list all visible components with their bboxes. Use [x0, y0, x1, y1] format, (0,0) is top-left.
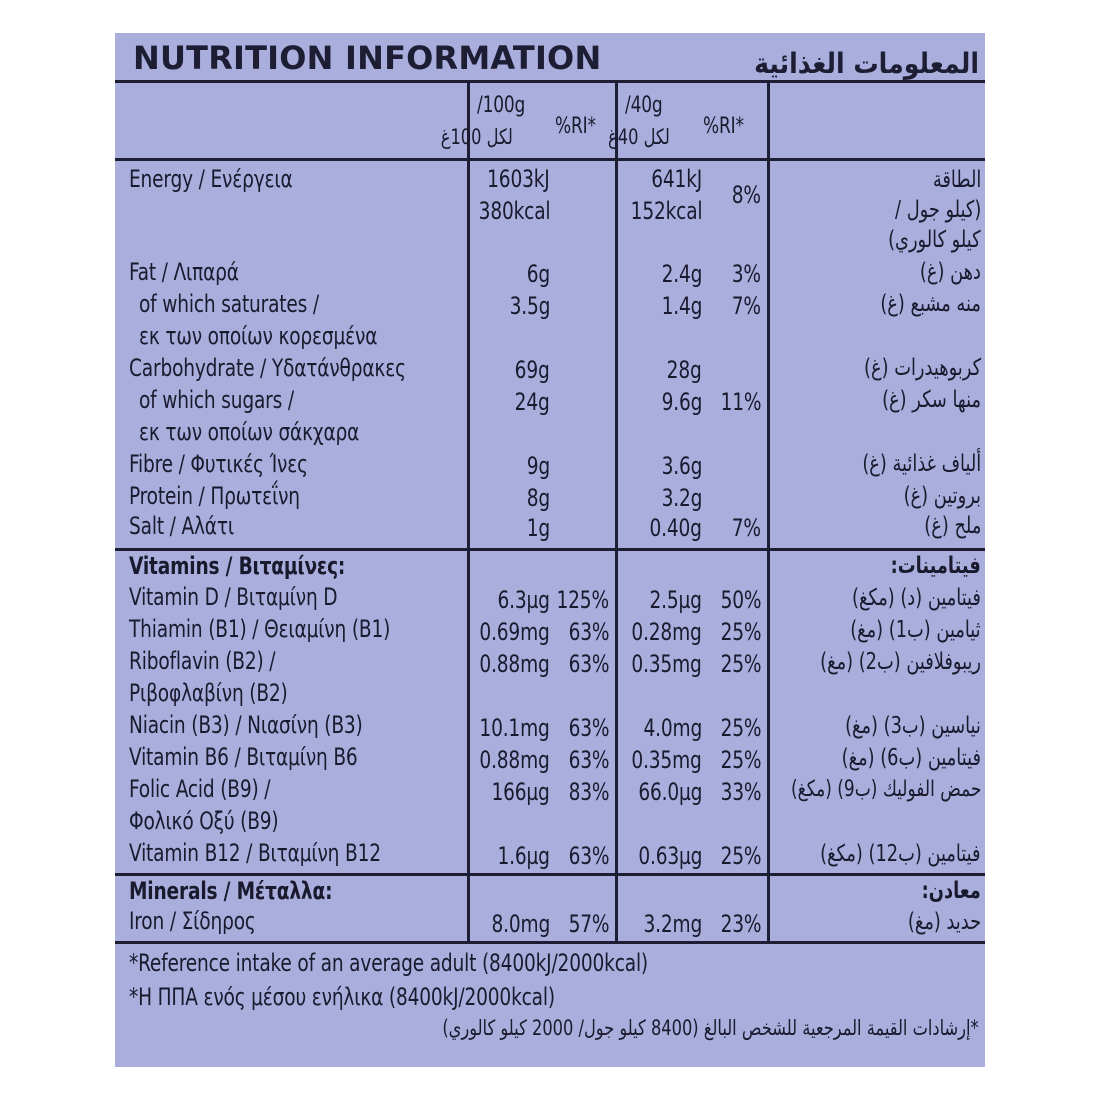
- riboflavin-label: Riboflavin (B2) /: [129, 647, 276, 675]
- folic-acid-label: Folic Acid (B9) /: [129, 775, 271, 803]
- niacin-40: 4.0mg: [643, 714, 702, 742]
- vitamin-d-100: 6.3µg: [497, 586, 550, 614]
- saturates-100: 3.5g: [509, 292, 550, 320]
- thiamin-ri-100: 63%: [568, 618, 609, 646]
- thiamin-label: Thiamin (B1) / Θειαμίνη (B1): [129, 615, 391, 643]
- col-ri-40-header: %RI*: [703, 114, 744, 139]
- col-40g-header: /40g: [625, 93, 663, 118]
- vitamin-b6-label-ar: فيتامين (ب6) (مغ): [841, 745, 981, 771]
- niacin-label-ar: نياسين (ب3) (مغ): [845, 713, 981, 739]
- minerals-heading: Minerals / Μέταλλα:: [129, 877, 333, 905]
- panel-title-ar: المعلومات الغذائية: [754, 47, 979, 80]
- sugars-40: 9.6g: [661, 388, 702, 416]
- energy-label-ar-2: (كيلو جول /: [894, 197, 981, 223]
- minerals-heading-ar: معادن:: [921, 878, 981, 904]
- sugars-label-ar: منها سكر (غ): [882, 387, 981, 413]
- vitamin-b12-100: 1.6µg: [497, 842, 550, 870]
- fibre-label-ar: ألياف غذائية (غ): [862, 451, 981, 477]
- salt-100: 1g: [526, 514, 550, 542]
- protein-100: 8g: [526, 484, 550, 512]
- vitamins-rule: [115, 548, 985, 551]
- iron-ri-40: 23%: [720, 910, 761, 938]
- minerals-rule: [115, 873, 985, 876]
- energy-ri-40: 8%: [731, 181, 761, 209]
- panel-title: NUTRITION INFORMATION: [133, 39, 602, 77]
- folic-acid-40: 66.0µg: [638, 778, 702, 806]
- thiamin-100: 0.69mg: [479, 618, 550, 646]
- saturates-label: of which saturates /: [139, 290, 319, 318]
- energy-kcal-100: 380kcal: [478, 197, 550, 225]
- fat-40: 2.4g: [661, 260, 702, 288]
- protein-label-ar: بروتين (غ): [903, 483, 981, 509]
- vitamin-b12-ri-100: 63%: [568, 842, 609, 870]
- protein-label: Protein / Πρωτεΐνη: [129, 482, 300, 510]
- vitamin-b12-label-ar: فيتامين (ب12) (مكغ): [820, 841, 981, 867]
- protein-40: 3.2g: [661, 484, 702, 512]
- sugars-label-el: εκ των οποίων σάκχαρα: [139, 418, 360, 446]
- energy-label-ar-1: الطاقة: [932, 167, 981, 193]
- vitamin-b12-label: Vitamin B12 / Βιταμίνη B12: [129, 839, 381, 867]
- riboflavin-label-el: Ριβοφλαβίνη (B2): [129, 679, 288, 707]
- riboflavin-100: 0.88mg: [479, 650, 550, 678]
- energy-label-ar-3: كيلو كالوري): [888, 227, 981, 253]
- footnote-el: *Η ΠΠΑ ενός μέσου ενήλικα (8400kJ/2000kcal): [129, 983, 555, 1011]
- vitamins-heading: Vitamins / Βιταμίνες:: [129, 552, 346, 580]
- col-40g-header-ar: لكل 40غ: [608, 125, 670, 149]
- salt-label-ar: ملح (غ): [923, 513, 981, 539]
- carbohydrate-label-ar: كربوهيدرات (غ): [863, 355, 981, 381]
- folic-acid-label-el: Φολικό Οξύ (B9): [129, 807, 279, 835]
- carbohydrate-label: Carbohydrate / Υδατάνθρακες: [129, 354, 406, 382]
- vitamin-d-ri-40: 50%: [720, 586, 761, 614]
- vitamin-b12-40: 0.63µg: [638, 842, 702, 870]
- saturates-label-ar: منه مشبع (غ): [880, 291, 981, 317]
- iron-label: Iron / Σίδηρος: [129, 907, 256, 935]
- fat-label: Fat / Λιπαρά: [129, 258, 239, 286]
- folic-acid-100: 166µg: [491, 778, 550, 806]
- thiamin-40: 0.28mg: [631, 618, 702, 646]
- sugars-100: 24g: [515, 388, 550, 416]
- vitamin-d-40: 2.5µg: [649, 586, 702, 614]
- fibre-40: 3.6g: [661, 452, 702, 480]
- salt-ri-40: 7%: [731, 514, 761, 542]
- iron-label-ar: حديد (مغ): [907, 909, 981, 935]
- nutrition-panel: [115, 33, 985, 1067]
- energy-kcal-40: 152kcal: [630, 197, 702, 225]
- vitamin-d-ri-100: 125%: [556, 586, 609, 614]
- vitamin-b6-ri-40: 25%: [720, 746, 761, 774]
- niacin-100: 10.1mg: [479, 714, 550, 742]
- saturates-label-el: εκ των οποίων κορεσμένα: [139, 322, 378, 350]
- riboflavin-ri-40: 25%: [720, 650, 761, 678]
- vitamin-d-label: Vitamin D / Βιταμίνη D: [129, 583, 338, 611]
- niacin-ri-100: 63%: [568, 714, 609, 742]
- riboflavin-40: 0.35mg: [631, 650, 702, 678]
- fat-label-ar: دهن (غ): [919, 259, 981, 285]
- col-100g-header-ar: لكل 100غ: [440, 125, 513, 149]
- vitamin-b6-ri-100: 63%: [568, 746, 609, 774]
- salt-label: Salt / Αλάτι: [129, 512, 234, 540]
- folic-acid-label-ar: حمض الفوليك (ب9) (مكغ): [790, 777, 981, 802]
- vitamins-heading-ar: فيتامينات:: [890, 553, 981, 579]
- fibre-label: Fibre / Φυτικές Ίνες: [129, 450, 308, 478]
- footnote-ar: *إرشادات القيمة المرجعية للشخص البالغ (8400 كيلو جول/ 2000 كيلو كالوري): [442, 1016, 979, 1040]
- header-rule: [115, 158, 985, 161]
- folic-acid-ri-100: 83%: [568, 778, 609, 806]
- energy-kj-40: 641kJ: [651, 165, 702, 193]
- col-ri-100-header: %RI*: [555, 114, 596, 139]
- niacin-ri-40: 25%: [720, 714, 761, 742]
- carbohydrate-100: 69g: [515, 356, 550, 384]
- title-rule: [115, 80, 985, 83]
- riboflavin-label-ar: ريبوفلافين (ب2) (مغ): [820, 649, 981, 675]
- iron-ri-100: 57%: [568, 910, 609, 938]
- saturates-ri-40: 7%: [731, 292, 761, 320]
- iron-40: 3.2mg: [643, 910, 702, 938]
- carbohydrate-40: 28g: [667, 356, 702, 384]
- vitamin-b6-100: 0.88mg: [479, 746, 550, 774]
- saturates-40: 1.4g: [661, 292, 702, 320]
- fibre-100: 9g: [526, 452, 550, 480]
- vitamin-b6-label: Vitamin B6 / Βιταμίνη B6: [129, 743, 358, 771]
- vitamin-b6-40: 0.35mg: [631, 746, 702, 774]
- vitamin-d-label-ar: فيتامين (د) (مكغ): [852, 585, 981, 611]
- iron-100: 8.0mg: [491, 910, 550, 938]
- col-100g-header: /100g: [477, 93, 526, 118]
- col-divider-2: [615, 83, 618, 941]
- riboflavin-ri-100: 63%: [568, 650, 609, 678]
- footer-rule: [115, 941, 985, 944]
- sugars-label: of which sugars /: [139, 386, 294, 414]
- salt-40: 0.40g: [649, 514, 702, 542]
- footnote-en: *Reference intake of an average adult (8400kJ/2000kcal): [129, 949, 649, 977]
- thiamin-label-ar: ثيامين (ب1) (مغ): [850, 617, 981, 643]
- col-divider-1: [467, 83, 470, 941]
- niacin-label: Niacin (B3) / Νιασίνη (B3): [129, 711, 363, 739]
- col-divider-3: [767, 83, 770, 941]
- sugars-ri-40: 11%: [720, 388, 761, 416]
- vitamin-b12-ri-40: 25%: [720, 842, 761, 870]
- energy-kj-100: 1603kJ: [487, 165, 550, 193]
- energy-label: Energy / Ενέργεια: [129, 165, 293, 193]
- fat-ri-40: 3%: [731, 260, 761, 288]
- folic-acid-ri-40: 33%: [720, 778, 761, 806]
- thiamin-ri-40: 25%: [720, 618, 761, 646]
- fat-100: 6g: [526, 260, 550, 288]
